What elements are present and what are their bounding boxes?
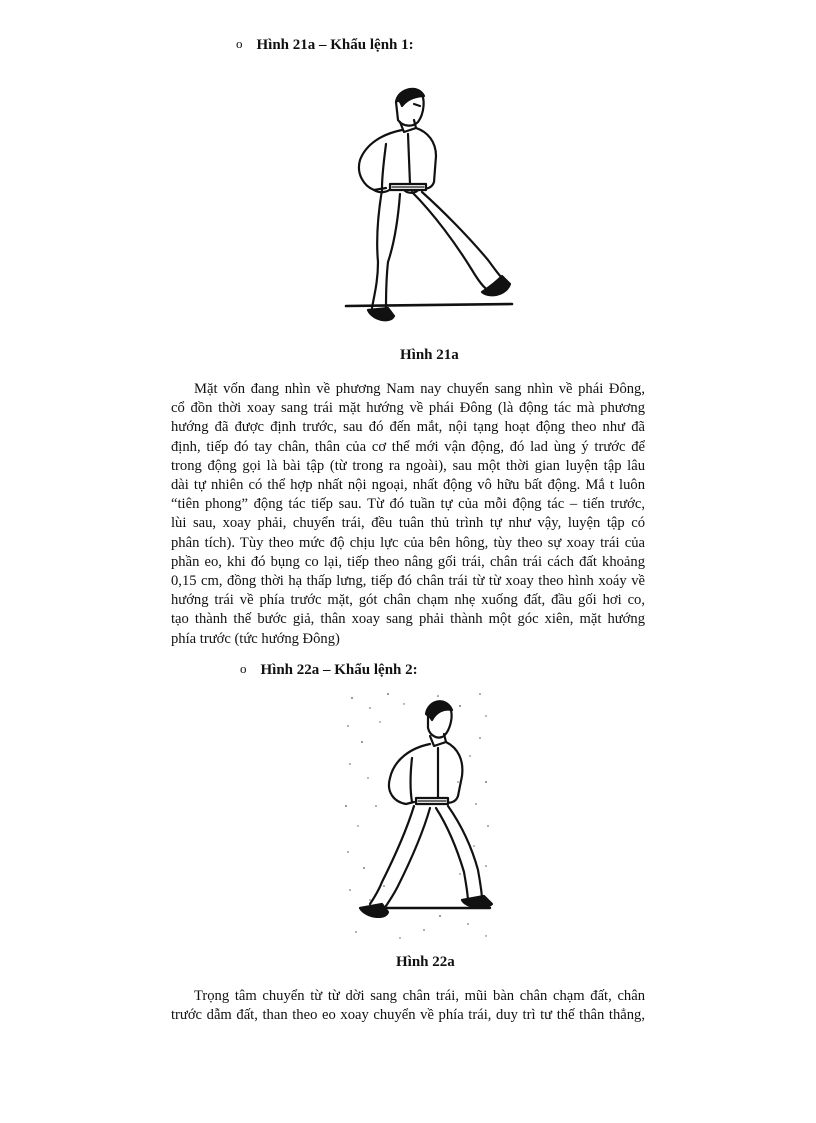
paragraph-1-line: Mặt vốn đang nhìn về phương Nam nay chuyển sang nhìn về phái Đông,: [194, 381, 645, 397]
paragraph-1-line: “tiên phong” động tác tiếp sau. Từ đó tuần tự của mỗi động tác – tiến trước,: [171, 496, 645, 513]
figure-21a-illustration: [338, 84, 520, 330]
figure-22a-heading: [240, 662, 418, 679]
figure-22a-caption: Hình 22a: [396, 954, 455, 970]
paragraph-1-line: phần eo, khi đó bụng co lại, tiếp theo nâng gối trái, chân trái cách đất khoảng: [171, 553, 645, 570]
paragraph-1-line: tạo thành thế bước giả, thân xoay sang phải thành một góc xiên, mặt hướng: [171, 611, 645, 628]
paragraph-1-line: dài tự nhiên có thể hợp nhất nội ngoại, nhất động vô hữu bất động. Mắ t luôn: [171, 477, 645, 494]
figure-21a-heading: [236, 37, 414, 54]
figure-22a-heading-text: Hình 22a – Khẩu lệnh 2:: [260, 662, 418, 678]
paragraph-1-line: phía trước (tức hướng Đông): [171, 630, 340, 647]
walking-man-illustration-1: [338, 84, 520, 330]
paragraph-1-line: lùi sau, xoay phải, chuyển trái, đều tuân thủ trình tự như vậy, luyện tập có: [171, 515, 645, 532]
paragraph-1-line: cổ đồn thời xoay sang trái mặt hướng về phái Đông (là động tác mà phương: [171, 400, 645, 417]
paragraph-1: [171, 380, 645, 649]
paragraph-1-line: phân tích). Tùy theo mức độ chịu lực của bên hông, tùy theo sự xoay trái của: [171, 534, 645, 551]
paragraph-1-line: định, tiếp đó tay chân, thân của cơ thể mới vận động, đó lad ùng ý trước để: [171, 438, 645, 455]
lunging-man-illustration-2: [340, 686, 494, 948]
figure-21a-heading-text: Hình 21a – Khẩu lệnh 1:: [256, 37, 414, 53]
paragraph-2-line: trước dẫm đất, than theo eo xoay chuyển về phía trái, duy trì tư thế thân thẳng,: [171, 1007, 645, 1024]
paragraph-1-line: hướng trái về phía trước mặt, gót chân chạm nhẹ xuống đất, đầu gối hơi co,: [171, 592, 645, 609]
paragraph-1-line: 0,15 cm, đồng thời hạ thấp lưng, tiếp đó chân trái từ từ xoay theo hình xoáy về: [171, 573, 645, 590]
paragraph-1-line: hướng đã được định trước, sau đó đến mắt, nội tạng hoạt động theo như đã: [171, 419, 645, 436]
paragraph-2: [171, 987, 645, 1025]
paragraph-1-line: trong động gọi là bài tập (từ trong ra ngoài), sau một thời gian luyện tập lâu: [171, 457, 645, 474]
bullet-icon: o: [240, 661, 247, 676]
figure-21a-caption: Hình 21a: [400, 347, 459, 363]
bullet-icon: o: [236, 36, 243, 51]
paragraph-2-line: Trọng tâm chuyển từ từ dời sang chân trái, mũi bàn chân chạm đất, chân: [194, 988, 645, 1004]
figure-22a-illustration: [340, 686, 494, 948]
